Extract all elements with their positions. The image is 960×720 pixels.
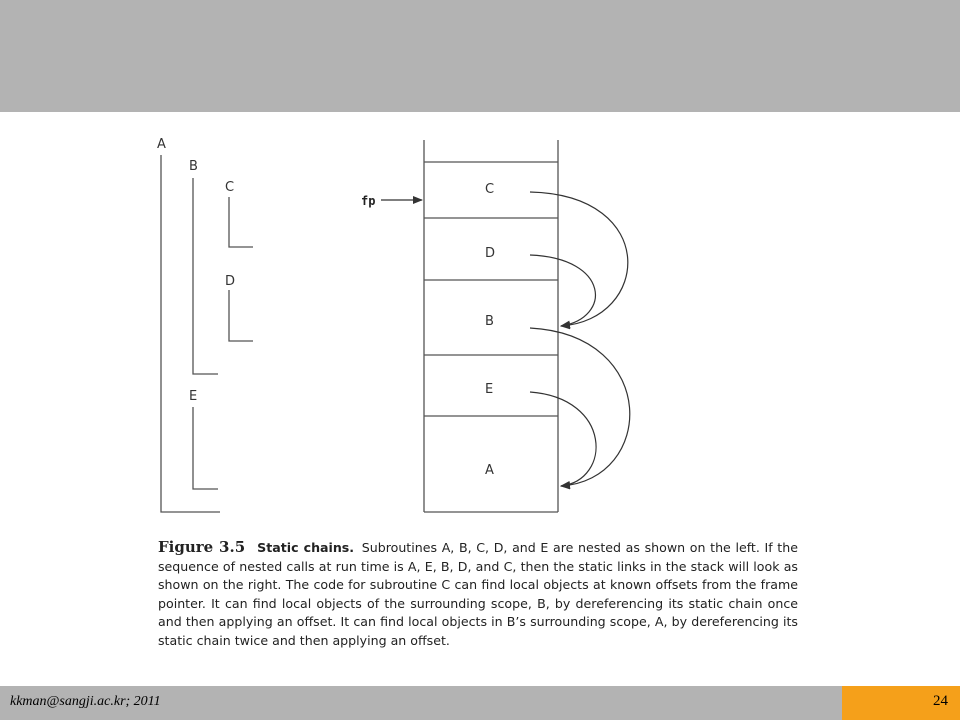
scope-bracket-b bbox=[193, 178, 218, 374]
scope-label-b: B bbox=[189, 159, 198, 174]
scope-bracket-e bbox=[193, 407, 218, 489]
static-link-d-to-b bbox=[530, 255, 595, 326]
scope-label-e: E bbox=[189, 389, 198, 404]
frame-label-e: E bbox=[485, 382, 494, 397]
scope-bracket-d bbox=[229, 290, 253, 341]
footer-bar bbox=[0, 686, 842, 720]
scope-bracket-a bbox=[161, 155, 220, 512]
frame-label-d: D bbox=[485, 246, 496, 261]
figure-title: Static chains. bbox=[257, 540, 355, 555]
static-links bbox=[530, 192, 630, 486]
footer-email: kkman@sangji.ac.kr; 2011 bbox=[10, 694, 161, 709]
figure-number: Figure 3.5 bbox=[158, 538, 246, 556]
scope-label-c: C bbox=[225, 180, 235, 195]
scope-bracket-c bbox=[229, 197, 253, 247]
scope-label-a: A bbox=[157, 137, 166, 152]
figure-caption-text: Subroutines A, B, C, D, and E are nested as shown on the left. If the sequence of nested calls at run time is A, E, B, D, and C, then the static links in the stack will look as shown on the right. The code for subroutine C can find local objects at known offsets from the frame pointer. It can find local objects of the surrounding scope, B, by dereferencing its static chain once and then applying an offset. It can find local objects in B’s surrounding scope, A, by dereferencing its static chain twice and then applying an offset. bbox=[158, 540, 798, 648]
frame-pointer-label: fp bbox=[361, 194, 376, 208]
scope-label-d: D bbox=[225, 274, 236, 289]
static-link-b-to-a bbox=[530, 328, 630, 486]
static-link-c-to-b bbox=[530, 192, 628, 326]
frame-labels bbox=[485, 182, 495, 478]
nesting-diagram bbox=[161, 155, 253, 512]
static-link-e-to-a bbox=[530, 392, 596, 486]
figure-caption bbox=[158, 538, 798, 650]
page-number: 24 bbox=[933, 693, 948, 709]
nesting-labels bbox=[157, 137, 235, 404]
frame-label-a: A bbox=[485, 463, 494, 478]
frame-label-b: B bbox=[485, 314, 494, 329]
page-number-box bbox=[842, 686, 960, 720]
frame-label-c: C bbox=[485, 182, 495, 197]
